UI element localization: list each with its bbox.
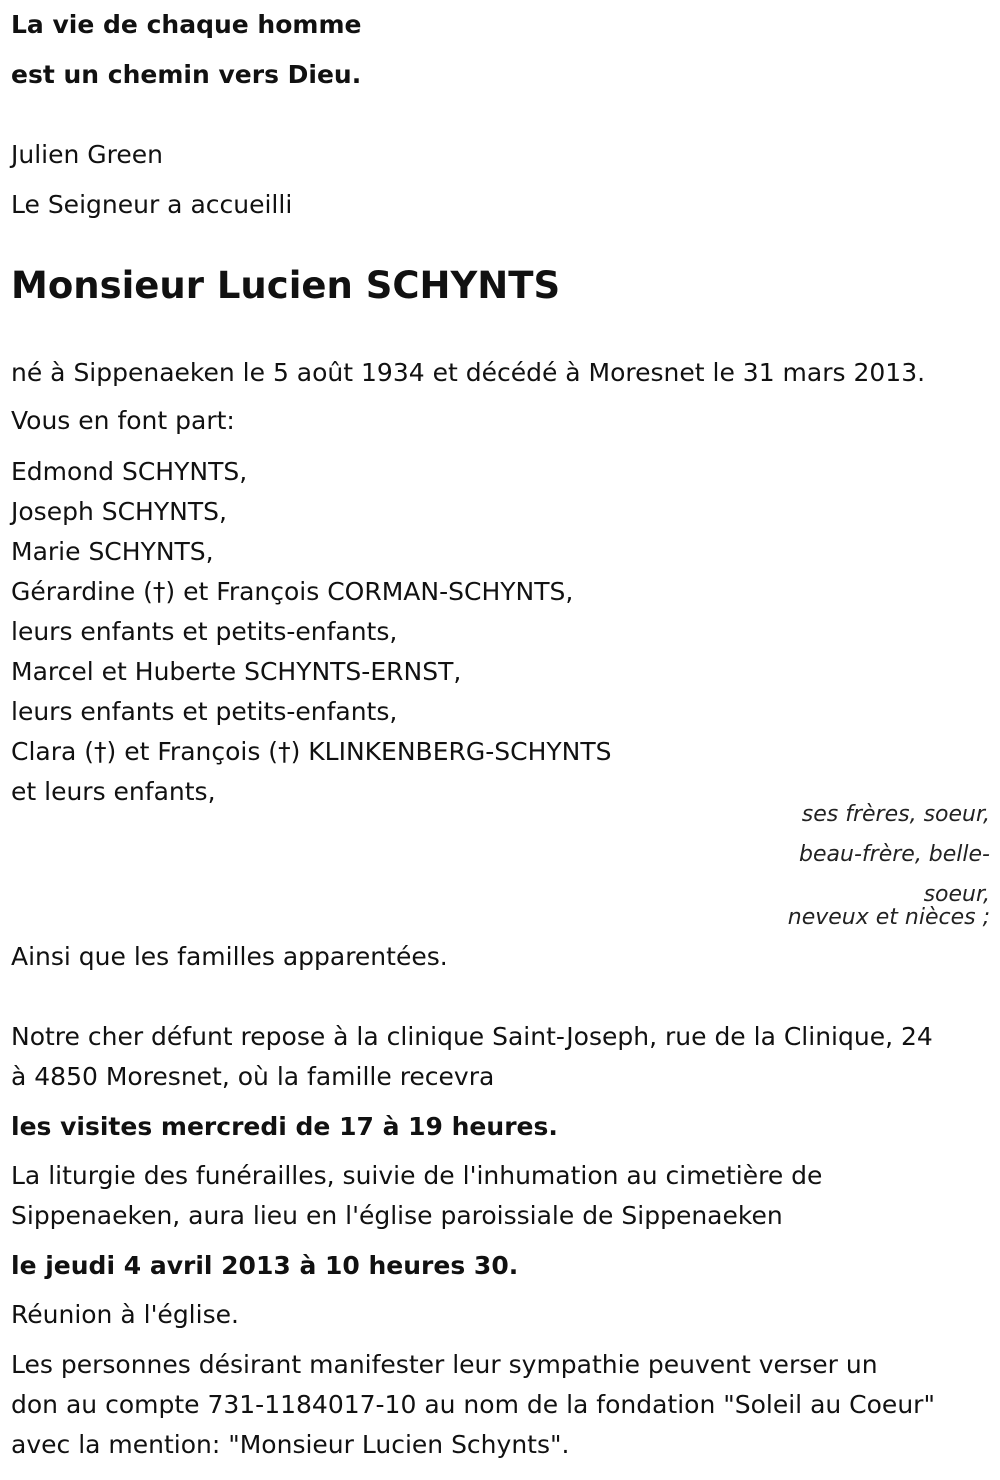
relation-line: ses frères, soeur, [801, 802, 990, 827]
visits-line: les visites mercredi de 17 à 19 heures. [11, 1112, 558, 1141]
family-member: et leurs enfants, [11, 777, 216, 806]
quote-line-2: est un chemin vers Dieu. [11, 60, 362, 89]
family-member: Marcel et Huberte SCHYNTS-ERNST, [11, 657, 462, 686]
donation-line-1: Les personnes désirant manifester leur sympathie peuvent verser un [11, 1350, 878, 1379]
funeral-date-line: le jeudi 4 avril 2013 à 10 heures 30. [11, 1251, 519, 1280]
deceased-name: Monsieur Lucien SCHYNTS [11, 264, 561, 307]
liturgy-line-1: La liturgie des funérailles, suivie de l'inhumation au cimetière de [11, 1161, 823, 1190]
rest-place-line-2: à 4850 Moresnet, où la famille recevra [11, 1062, 495, 1091]
family-member: Gérardine (†) et François CORMAN-SCHYNTS, [11, 577, 574, 606]
family-member: Marie SCHYNTS, [11, 537, 214, 566]
quote-author: Julien Green [11, 140, 163, 169]
family-member: leurs enfants et petits-enfants, [11, 697, 398, 726]
quote-line-1: La vie de chaque homme [11, 10, 362, 39]
family-member: Clara (†) et François (†) KLINKENBERG-SCHYNTS [11, 737, 612, 766]
family-member: Edmond SCHYNTS, [11, 457, 248, 486]
intro-text: Le Seigneur a accueilli [11, 190, 293, 219]
family-member: leurs enfants et petits-enfants, [11, 617, 398, 646]
relation-line: soeur, [923, 882, 990, 907]
family-member: Joseph SCHYNTS, [11, 497, 227, 526]
extended-family-line: Ainsi que les familles apparentées. [11, 942, 448, 971]
relation-line: beau-frère, belle- [799, 842, 990, 867]
rest-place-line-1: Notre cher défunt repose à la clinique Saint-Joseph, rue de la Clinique, 24 [11, 1022, 933, 1051]
announcement-line: Vous en font part: [11, 406, 235, 435]
meeting-line: Réunion à l'église. [11, 1300, 239, 1329]
relation-line: neveux et nièces ; [787, 905, 990, 930]
donation-line-2: don au compte 731-1184017-10 au nom de la fondation "Soleil au Coeur" [11, 1390, 935, 1419]
birth-death-line: né à Sippenaeken le 5 août 1934 et décédé à Moresnet le 31 mars 2013. [11, 358, 926, 387]
donation-line-3: avec la mention: "Monsieur Lucien Schynts". [11, 1430, 570, 1459]
liturgy-line-2: Sippenaeken, aura lieu en l'église paroissiale de Sippenaeken [11, 1201, 783, 1230]
